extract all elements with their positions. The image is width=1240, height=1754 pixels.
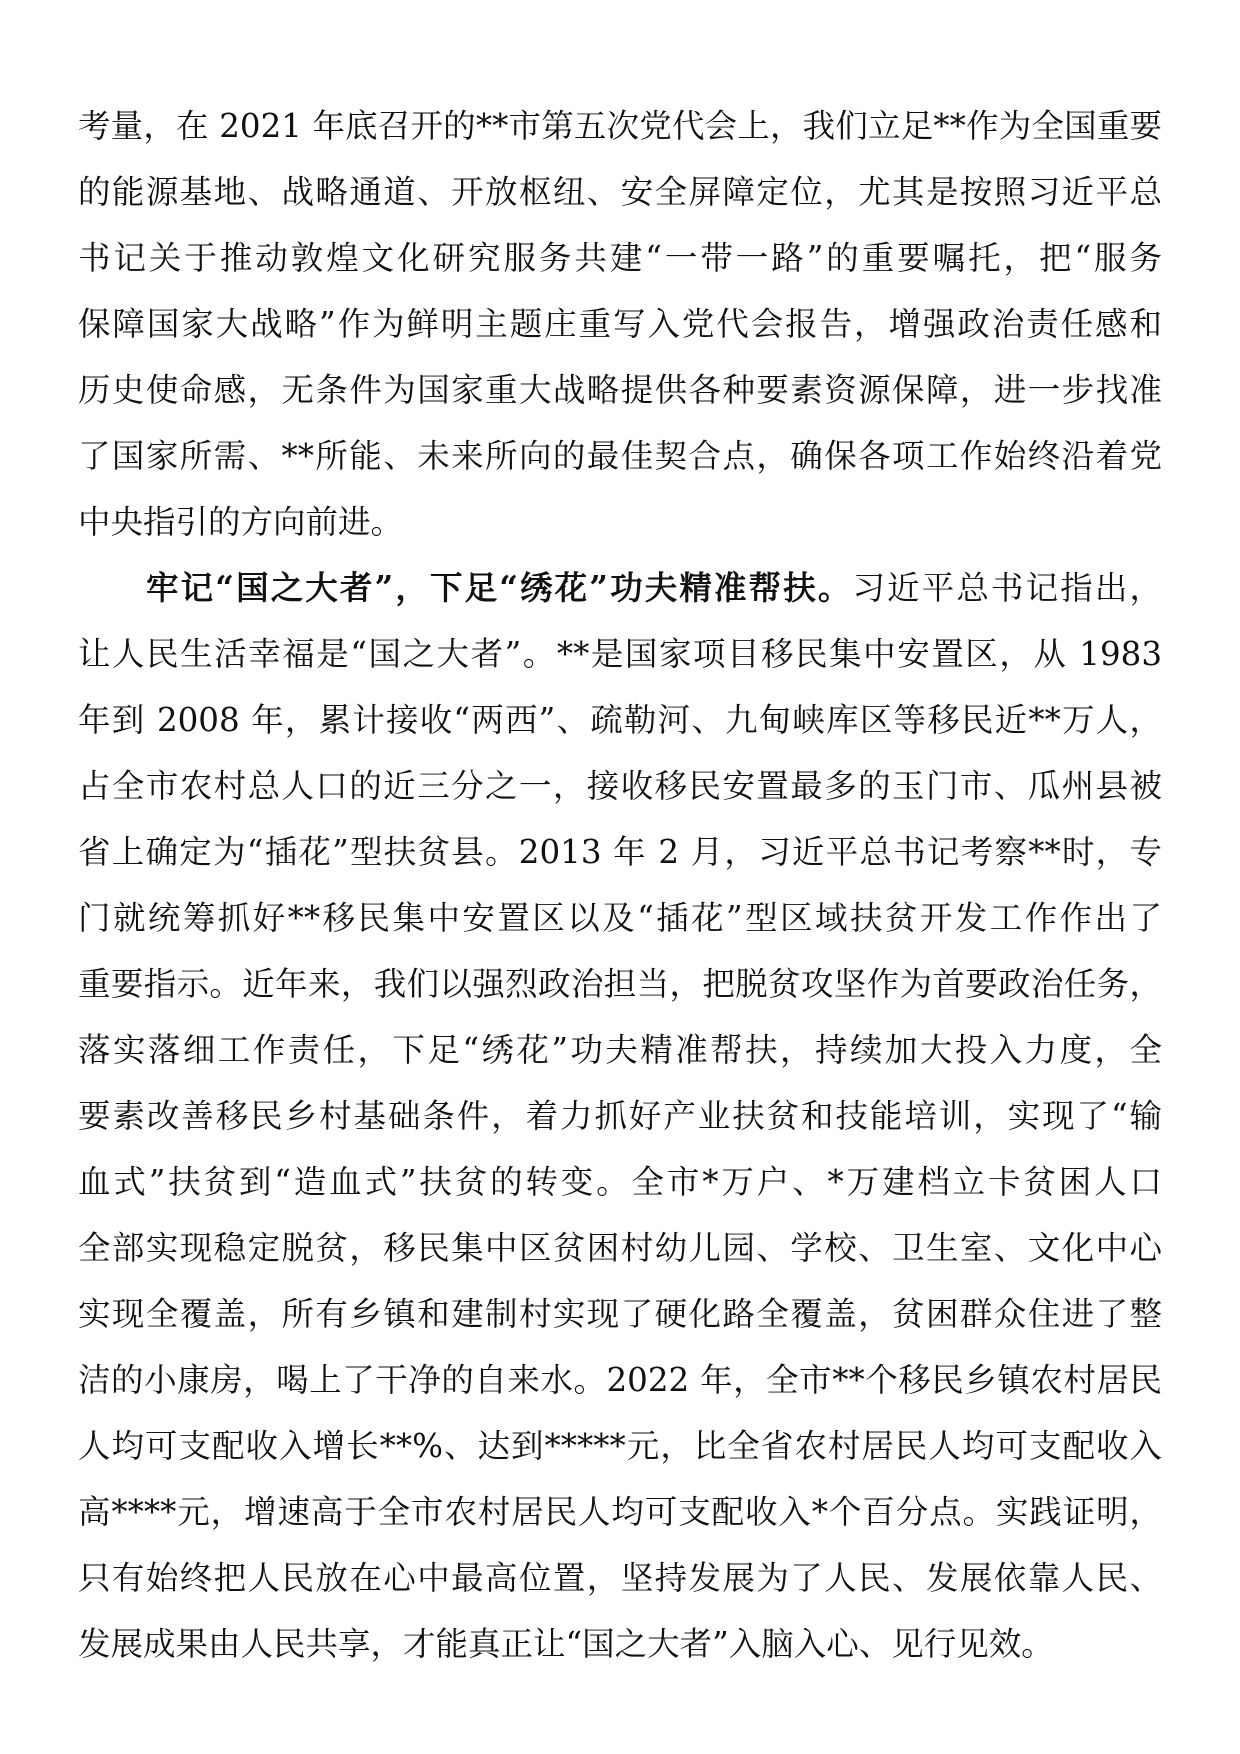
text-line: 发展成果由人民共享，才能真正让“国之大者”入脑入心、见行见效。	[78, 1625, 1054, 1663]
text-line: 中央指引的方向前进。	[78, 503, 404, 541]
paragraph-first-line	[78, 555, 1162, 621]
text-line: 高****元，增速高于全市农村居民人均可支配收入*个百分点。实践证明，	[78, 1493, 1162, 1531]
text-line: 了国家所需、**所能、未来所向的最佳契合点，确保各项工作始终沿着党	[78, 437, 1162, 475]
text-line: 占全市农村总人口的近三分之一，接收移民安置最多的玉门市、瓜州县被	[78, 767, 1162, 805]
heading-continuation: 习近平总书记指出，	[852, 569, 1162, 607]
text-line: 落实落细工作责任，下足“绣花”功夫精准帮扶，持续加大投入力度，全	[78, 1031, 1162, 1069]
text-line: 年到 2008 年，累计接收“两西”、疏勒河、九甸峡库区等移民近**万人，	[78, 701, 1162, 739]
text-line: 血式”扶贫到“造血式”扶贫的转变。全市*万户、*万建档立卡贫困人口	[78, 1163, 1162, 1201]
text-line: 保障国家大战略”作为鲜明主题庄重写入党代会报告，增强政治责任感和	[78, 305, 1162, 343]
text-line: 只有始终把人民放在心中最高位置，坚持发展为了人民、发展依靠人民、	[78, 1559, 1162, 1597]
text-line: 省上确定为“插花”型扶贫县。2013 年 2 月，习近平总书记考察**时，专	[78, 833, 1162, 871]
text-line: 重要指示。近年来，我们以强烈政治担当，把脱贫攻坚作为首要政治任务，	[78, 965, 1162, 1003]
paragraph-strategy	[78, 93, 1162, 555]
paragraph-poverty-alleviation	[78, 555, 1162, 1677]
document-body	[78, 93, 1162, 1677]
paragraph-heading: 牢记“国之大者”，下足“绣花”功夫精准帮扶。	[146, 568, 853, 607]
text-line: 要素改善移民乡村基础条件，着力抓好产业扶贫和技能培训，实现了“输	[78, 1097, 1162, 1135]
text-line: 人均可支配收入增长**%、达到*****元，比全省农村居民人均可支配收入	[78, 1427, 1162, 1465]
text-line: 历史使命感，无条件为国家重大战略提供各种要素资源保障，进一步找准	[78, 371, 1162, 409]
text-line: 书记关于推动敦煌文化研究服务共建“一带一路”的重要嘱托，把“服务	[78, 239, 1162, 277]
text-line: 洁的小康房，喝上了干净的自来水。2022 年，全市**个移民乡镇农村居民	[78, 1361, 1162, 1399]
text-line: 实现全覆盖，所有乡镇和建制村实现了硬化路全覆盖，贫困群众住进了整	[78, 1295, 1162, 1333]
text-line: 门就统筹抓好**移民集中安置区以及“插花”型区域扶贫开发工作作出了	[78, 899, 1162, 937]
text-line: 让人民生活幸福是“国之大者”。**是国家项目移民集中安置区，从 1983	[78, 635, 1162, 673]
text-line: 考量，在 2021 年底召开的**市第五次党代会上，我们立足**作为全国重要	[78, 107, 1162, 145]
text-line: 的能源基地、战略通道、开放枢纽、安全屏障定位，尤其是按照习近平总	[78, 173, 1162, 211]
text-line: 全部实现稳定脱贫，移民集中区贫困村幼儿园、学校、卫生室、文化中心	[78, 1229, 1162, 1267]
